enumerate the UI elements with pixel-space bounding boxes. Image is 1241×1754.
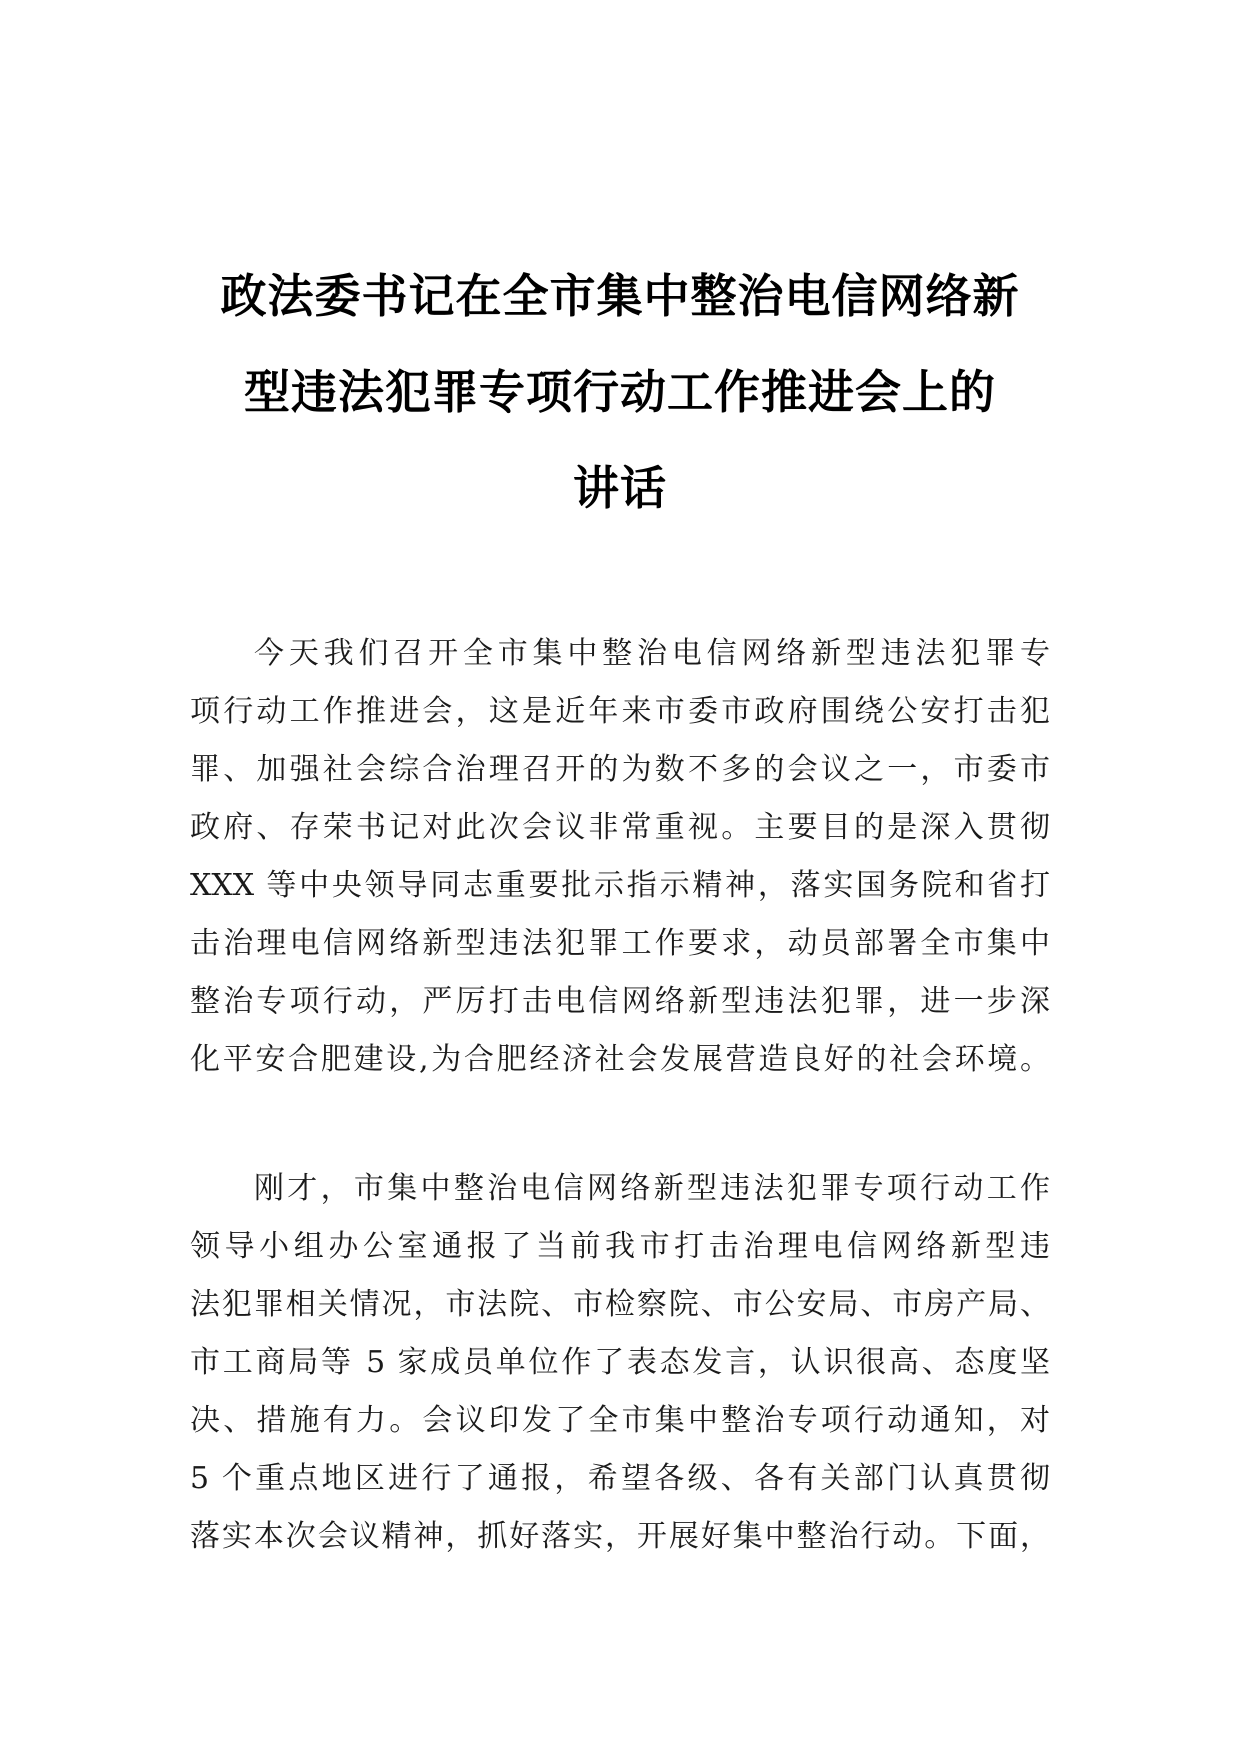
document-title — [180, 248, 1060, 536]
paragraph-line: 5 个重点地区进行了通报，希望各级、各有关部门认真贯彻 — [190, 1461, 1050, 1496]
paragraph-line: 化平安合肥建设,为合肥经济社会发展营造良好的社会环境。 — [190, 1042, 1050, 1077]
title-line-3: 讲话 — [573, 461, 667, 515]
paragraph-line: 整治专项行动，严厉打击电信网络新型违法犯罪，进一步深 — [190, 984, 1050, 1019]
paragraph-line: 决、措施有力。会议印发了全市集中整治专项行动通知，对 — [190, 1403, 1050, 1438]
paragraph-line: 落实本次会议精神，抓好落实，开展好集中整治行动。下面， — [190, 1519, 1050, 1554]
paragraph-line: 领导小组办公室通报了当前我市打击治理电信网络新型违 — [190, 1229, 1050, 1264]
paragraph-2 — [190, 1160, 1050, 1566]
paragraph-line: 刚才，市集中整治电信网络新型违法犯罪专项行动工作 — [254, 1171, 1050, 1206]
paragraph-line: 市工商局等 5 家成员单位作了表态发言，认识很高、态度坚 — [190, 1345, 1050, 1380]
paragraph-line: 法犯罪相关情况，市法院、市检察院、市公安局、市房产局、 — [190, 1287, 1050, 1322]
paragraph-line: 罪、加强社会综合治理召开的为数不多的会议之一，市委市 — [190, 752, 1050, 787]
paragraph-line: XXX 等中央领导同志重要批示指示精神，落实国务院和省打 — [190, 868, 1050, 903]
paragraph-line: 政府、存荣书记对此次会议非常重视。主要目的是深入贯彻 — [190, 810, 1050, 845]
paragraph-line: 击治理电信网络新型违法犯罪工作要求，动员部署全市集中 — [190, 926, 1050, 961]
title-line-1: 政法委书记在全市集中整治电信网络新 — [220, 269, 1020, 323]
paragraph-line: 今天我们召开全市集中整治电信网络新型违法犯罪专 — [254, 636, 1050, 671]
paragraph-line: 项行动工作推进会，这是近年来市委市政府围绕公安打击犯 — [190, 694, 1050, 729]
title-line-2: 型违法犯罪专项行动工作推进会上的 — [244, 365, 996, 419]
paragraph-1 — [190, 625, 1050, 1089]
